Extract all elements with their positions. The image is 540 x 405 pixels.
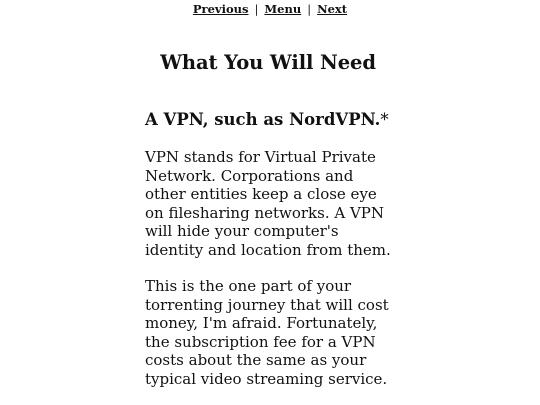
nav-separator: | — [254, 2, 259, 16]
menu-link[interactable]: Menu — [264, 2, 302, 16]
previous-link[interactable]: Previous — [192, 2, 249, 16]
paragraph-vpn-cost: This is the one part of your torrenting journey that will cost money, I'm afraid. Fortunately, the subscription fee for a VPN costs about the same as your typical video streaming service. — [145, 277, 389, 388]
next-link[interactable]: Next — [317, 2, 348, 16]
footnote-asterisk: * — [380, 110, 389, 129]
nav-separator: | — [307, 2, 312, 16]
paragraph-vpn-explanation: VPN stands for Virtual Private Network. Corporations and other entities keep a close eye on filesharing networks. A VPN will hide your computer's identity and location from them. — [145, 148, 391, 259]
page-title: What You Will Need — [160, 51, 376, 74]
section-heading-text: A VPN, such as NordVPN. — [145, 110, 381, 129]
section-heading — [145, 110, 389, 129]
top-navigation — [0, 2, 540, 16]
